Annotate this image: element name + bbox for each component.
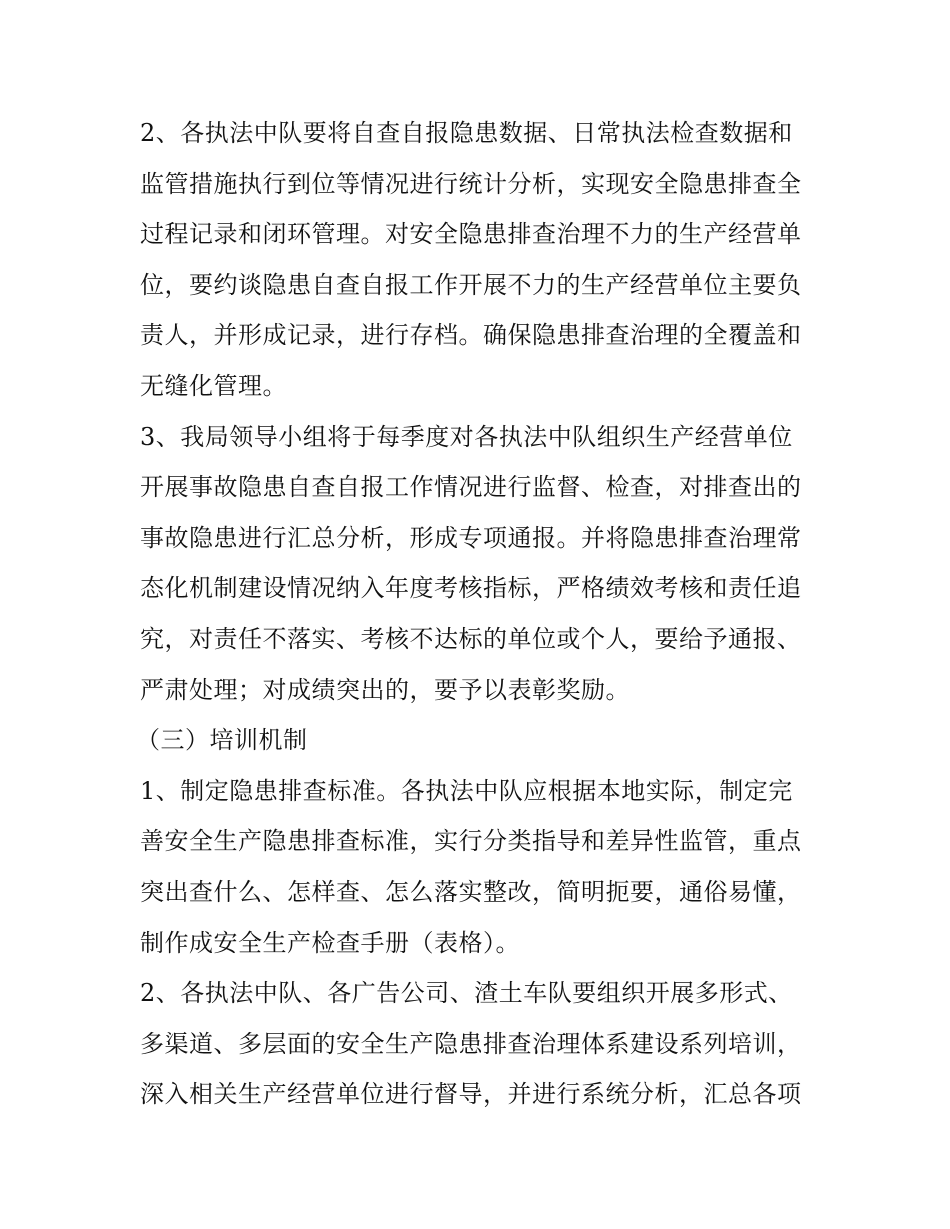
text-line: 3、我局领导小组将于每季度对各执法中队组织生产经营单位: [140, 422, 793, 451]
text-line: 态化机制建设情况纳入年度考核指标，严格绩效考核和责任追: [140, 574, 802, 603]
text-line: 2、各执法中队、各广告公司、渣土车队要组织开展多形式、: [140, 979, 793, 1008]
text-line: 过程记录和闭环管理。对安全隐患排查治理不力的生产经营单: [140, 220, 802, 249]
text-line: 开展事故隐患自查自报工作情况进行监督、检查，对排查出的: [140, 473, 802, 502]
text-line: 突出查什么、怎样查、怎么落实整改，简明扼要，通俗易懂，: [140, 877, 802, 906]
text-line: 监管措施执行到位等情况进行统计分析，实现安全隐患排查全: [140, 169, 802, 198]
text-line: 深入相关生产经营单位进行督导，并进行系统分析，汇总各项: [140, 1080, 802, 1109]
text-line: 位，要约谈隐患自查自报工作开展不力的生产经营单位主要负: [140, 270, 802, 299]
text-line: 多渠道、多层面的安全生产隐患排查治理体系建设系列培训，: [140, 1029, 802, 1058]
text-line: 责人，并形成记录，进行存档。确保隐患排查治理的全覆盖和: [140, 321, 802, 350]
text-line: 事故隐患进行汇总分析，形成专项通报。并将隐患排查治理常: [140, 523, 802, 552]
text-line: 严肃处理；对成绩突出的，要予以表彰奖励。: [140, 675, 630, 704]
document-body: [136, 108, 830, 1120]
text-line: 善安全生产隐患排查标准，实行分类指导和差异性监管，重点: [140, 827, 802, 856]
section-heading: （三）培训机制: [136, 726, 308, 755]
text-line: 1、制定隐患排查标准。各执法中队应根据本地实际，制定完: [140, 776, 793, 805]
text-line: 无缝化管理。: [140, 371, 287, 400]
text-line: 2、各执法中队要将自查自报隐患数据、日常执法检查数据和: [140, 119, 793, 147]
text-line: 究，对责任不落实、考核不达标的单位或个人，要给予通报、: [140, 624, 802, 653]
text-line: 制作成安全生产检查手册（表格）。: [140, 928, 520, 957]
